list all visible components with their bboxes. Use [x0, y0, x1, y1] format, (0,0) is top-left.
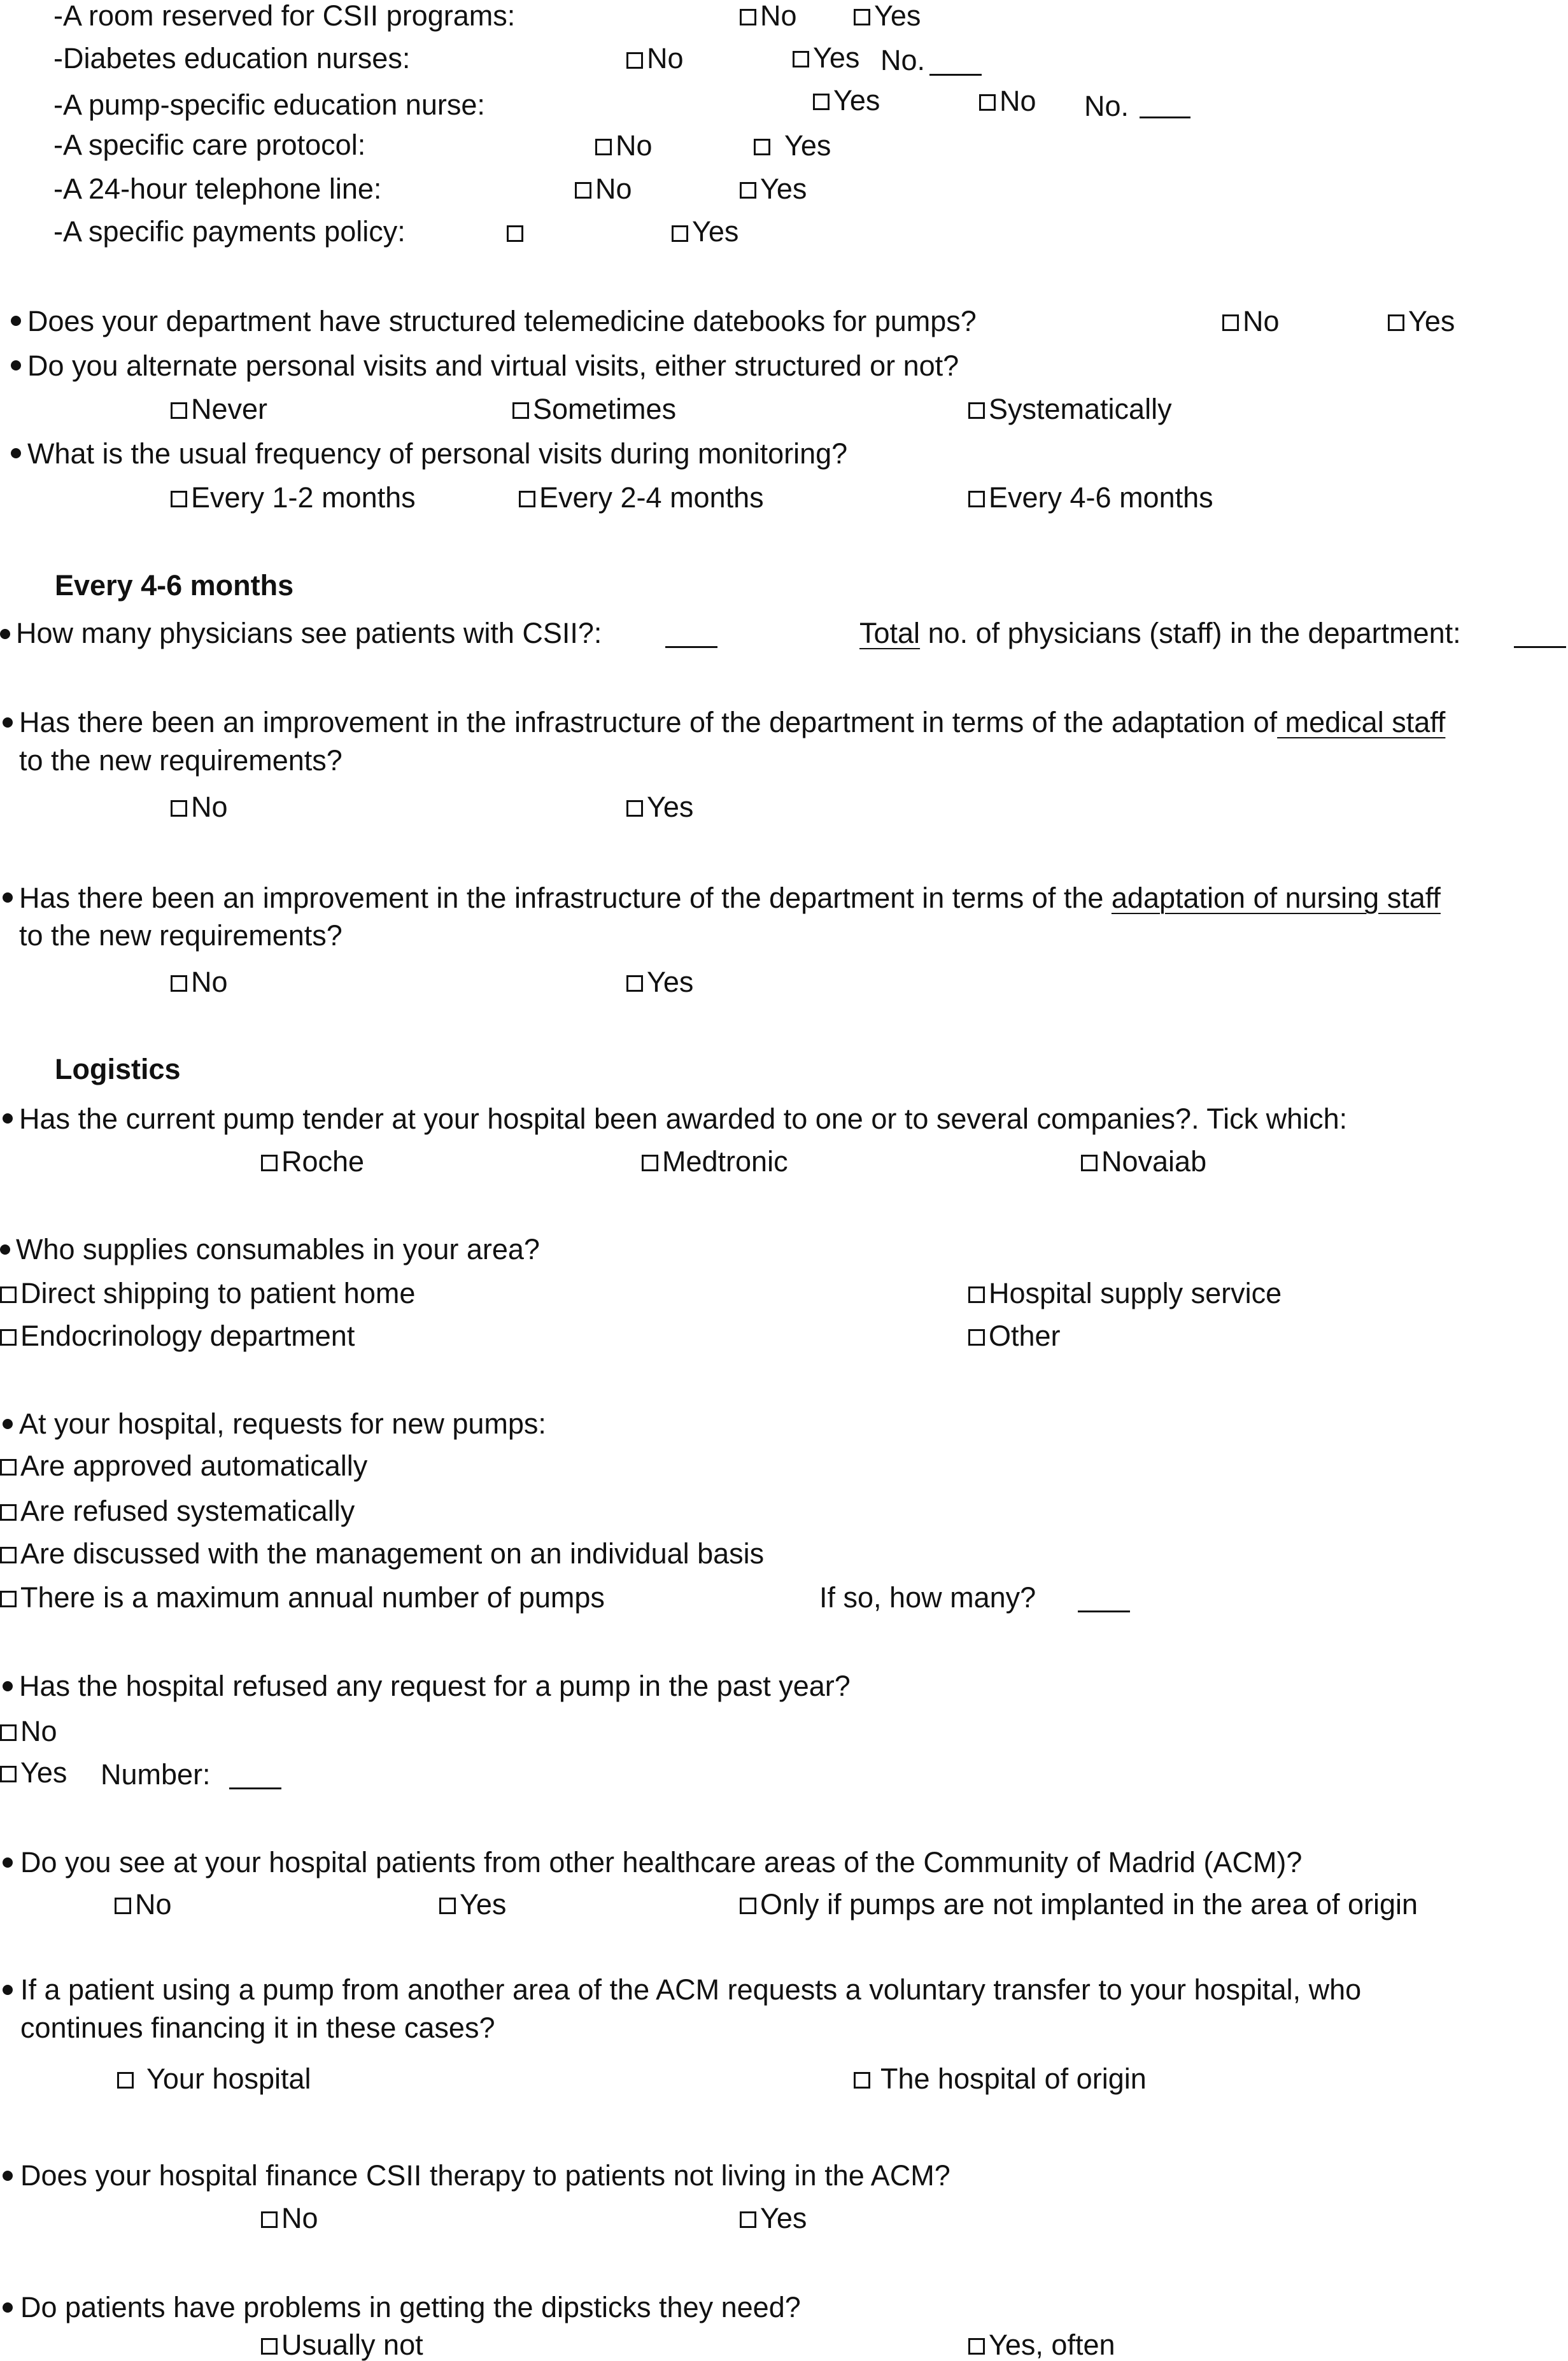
checkbox-payments-policy-yes[interactable]	[672, 225, 688, 242]
option-frequency-4-6: Every 4-6 months	[989, 481, 1213, 514]
pump-tender-question: Has the current pump tender at your hospital been awarded to one or to several companies?. Tick which:	[19, 1103, 1348, 1135]
resource-phone-line-label: -A 24-hour telephone line:	[53, 173, 382, 205]
transfer-line1: If a patient using a pump from another area of the ACM requests a voluntary transfer to your hospital, who	[20, 1973, 1362, 2006]
bullet	[3, 717, 13, 728]
option-payments-policy-yes: Yes	[692, 215, 739, 248]
checkbox-dipsticks-usually-not[interactable]	[261, 2338, 278, 2355]
diabetes-nurses-count-blank[interactable]	[929, 74, 982, 76]
refused-number-label: Number:	[101, 1758, 211, 1791]
option-dipsticks-often: Yes, often	[989, 2329, 1115, 2361]
checkbox-care-protocol-yes[interactable]	[754, 139, 770, 155]
diabetes-nurses-count-label: No.	[880, 44, 926, 76]
checkbox-telemedicine-no[interactable]	[1222, 314, 1239, 331]
option-phone-line-yes: Yes	[760, 173, 807, 205]
bullet	[0, 629, 10, 639]
checkbox-pumps-refused[interactable]	[0, 1504, 17, 1521]
checkbox-telemedicine-yes[interactable]	[1388, 314, 1404, 331]
option-medical-staff-yes: Yes	[647, 791, 694, 823]
checkbox-frequency-2-4[interactable]	[519, 491, 535, 507]
pump-nurse-count-label: No.	[1084, 90, 1129, 122]
checkbox-tender-medtronic[interactable]	[642, 1155, 658, 1171]
resource-pump-nurse-label: -A pump-specific education nurse:	[53, 88, 485, 121]
nursing-staff-line2: to the new requirements?	[19, 919, 343, 952]
checkbox-nursing-staff-yes[interactable]	[626, 975, 643, 992]
checkbox-refused-no[interactable]	[0, 1724, 17, 1741]
checkbox-other-areas-only-if[interactable]	[740, 1898, 756, 1914]
physicians-total-rest: no. of physicians (staff) in the department:	[920, 617, 1461, 649]
option-diabetes-nurses-yes: Yes	[813, 41, 860, 74]
option-care-protocol-no: No	[616, 129, 653, 162]
checkbox-room-yes[interactable]	[854, 9, 870, 25]
resource-room-label: -A room reserved for CSII programs:	[53, 0, 516, 32]
option-refused-no: No	[20, 1715, 57, 1747]
option-nursing-staff-yes: Yes	[647, 966, 694, 998]
physicians-question: How many physicians see patients with CSII?:	[16, 617, 602, 649]
checkbox-phone-line-yes[interactable]	[740, 182, 756, 199]
checkbox-refused-yes[interactable]	[0, 1766, 17, 1782]
checkbox-transfer-origin[interactable]	[854, 2072, 870, 2089]
option-consumables-other: Other	[989, 1320, 1061, 1352]
option-dipsticks-usually-not: Usually not	[281, 2329, 423, 2361]
nursing-staff-underlined: adaptation of nursing staff	[1111, 882, 1441, 914]
bullet	[3, 1113, 13, 1124]
alternate-visits-question: Do you alternate personal visits and virtual visits, either structured or not?	[27, 349, 959, 382]
option-room-yes: Yes	[874, 0, 921, 32]
refused-question: Has the hospital refused any request for a pump in the past year?	[19, 1670, 851, 1702]
option-phone-line-no: No	[595, 173, 632, 205]
bullet	[3, 1681, 13, 1691]
bullet	[3, 2302, 13, 2313]
option-visits-never: Never	[191, 393, 268, 425]
medical-staff-line1	[19, 708, 1445, 736]
checkbox-other-areas-no[interactable]	[115, 1898, 131, 1914]
dipsticks-question: Do patients have problems in getting the dipsticks they need?	[20, 2291, 801, 2323]
non-acm-question: Does your hospital finance CSII therapy to patients not living in the ACM?	[20, 2159, 950, 2192]
checkbox-medical-staff-no[interactable]	[171, 800, 187, 817]
checkbox-transfer-your-hospital[interactable]	[117, 2072, 134, 2089]
option-other-areas-no: No	[135, 1888, 172, 1921]
bullet	[0, 1244, 10, 1255]
option-telemedicine-no: No	[1243, 305, 1280, 337]
section-heading-logistics: Logistics	[55, 1053, 181, 1085]
option-consumables-hospital: Hospital supply service	[989, 1277, 1282, 1309]
checkbox-frequency-4-6[interactable]	[968, 491, 985, 507]
visit-frequency-question: What is the usual frequency of personal visits during monitoring?	[27, 437, 848, 470]
checkbox-diabetes-nurses-yes[interactable]	[793, 51, 809, 67]
option-tender-medtronic: Medtronic	[662, 1145, 788, 1178]
checkbox-consumables-other[interactable]	[968, 1329, 985, 1346]
checkbox-other-areas-yes[interactable]	[439, 1898, 456, 1914]
checkbox-nursing-staff-no[interactable]	[171, 975, 187, 992]
option-pumps-refused: Are refused systematically	[20, 1495, 355, 1527]
physicians-count-blank[interactable]	[665, 646, 717, 648]
physicians-total-text	[859, 619, 1461, 647]
medical-staff-line2: to the new requirements?	[19, 744, 343, 777]
pumps-how-many-label: If so, how many?	[819, 1581, 1036, 1614]
transfer-line2: continues financing it in these cases?	[20, 2012, 495, 2044]
checkbox-pump-nurse-no[interactable]	[979, 94, 996, 111]
option-other-areas-yes: Yes	[460, 1888, 507, 1921]
checkbox-phone-line-no[interactable]	[575, 182, 591, 199]
bullet	[3, 892, 13, 903]
section-heading-staff: Every 4-6 months	[55, 569, 294, 602]
checkbox-frequency-1-2[interactable]	[171, 491, 187, 507]
checkbox-pumps-approved[interactable]	[0, 1459, 17, 1476]
option-other-areas-only-if: Only if pumps are not implanted in the area of origin	[760, 1888, 1418, 1921]
checkbox-dipsticks-often[interactable]	[968, 2338, 985, 2355]
option-telemedicine-yes: Yes	[1408, 305, 1455, 337]
option-transfer-origin: The hospital of origin	[880, 2062, 1147, 2095]
checkbox-payments-policy-blank[interactable]	[507, 225, 523, 242]
new-pumps-question: At your hospital, requests for new pumps:	[19, 1407, 546, 1440]
checkbox-diabetes-nurses-no[interactable]	[626, 52, 643, 69]
option-frequency-2-4: Every 2-4 months	[539, 481, 764, 514]
checkbox-visits-never[interactable]	[171, 402, 187, 419]
checkbox-medical-staff-yes[interactable]	[626, 800, 643, 817]
option-diabetes-nurses-no: No	[647, 42, 684, 74]
checkbox-consumables-hospital[interactable]	[968, 1286, 985, 1303]
option-room-no: No	[760, 0, 797, 32]
other-areas-question: Do you see at your hospital patients from other healthcare areas of the Community of Madrid (ACM)?	[20, 1846, 1303, 1878]
option-non-acm-no: No	[281, 2202, 318, 2234]
option-medical-staff-no: No	[191, 791, 228, 823]
nursing-staff-text: Has there been an improvement in the infrastructure of the department in terms of the	[19, 882, 1112, 914]
option-transfer-your-hospital: Your hospital	[146, 2062, 311, 2095]
pumps-how-many-blank[interactable]	[1078, 1610, 1130, 1612]
bullet	[11, 360, 21, 370]
option-nursing-staff-no: No	[191, 966, 228, 998]
checkbox-non-acm-no[interactable]	[261, 2211, 278, 2228]
option-care-protocol-yes: Yes	[784, 129, 831, 162]
bullet	[11, 316, 21, 326]
staff-count-blank[interactable]	[1514, 646, 1566, 648]
checkbox-non-acm-yes[interactable]	[740, 2211, 756, 2228]
physicians-total-word: Total	[859, 617, 921, 649]
checkbox-consumables-home[interactable]	[0, 1286, 17, 1303]
option-tender-roche: Roche	[281, 1145, 365, 1178]
bullet	[3, 2171, 13, 2181]
bullet	[3, 1857, 13, 1868]
checkbox-consumables-endocrinology[interactable]	[0, 1329, 17, 1346]
option-frequency-1-2: Every 1-2 months	[191, 481, 416, 514]
consumables-question: Who supplies consumables in your area?	[16, 1233, 540, 1265]
medical-staff-underlined: medical staff	[1277, 706, 1446, 738]
option-pump-nurse-no: No	[999, 85, 1036, 117]
option-visits-sometimes: Sometimes	[533, 393, 677, 425]
bullet	[3, 1419, 13, 1429]
option-pumps-approved: Are approved automatically	[20, 1449, 368, 1482]
checkbox-visits-systematically[interactable]	[968, 402, 985, 419]
nursing-staff-line1	[19, 884, 1441, 912]
checkbox-tender-roche[interactable]	[261, 1155, 278, 1171]
bullet	[3, 1985, 13, 1995]
option-pumps-maximum: There is a maximum annual number of pumps	[20, 1581, 605, 1614]
bullet	[11, 448, 21, 458]
pump-nurse-count-blank[interactable]	[1140, 116, 1190, 118]
option-tender-novaiab: Novaiab	[1101, 1145, 1207, 1178]
option-pumps-discussed: Are discussed with the management on an individual basis	[20, 1537, 765, 1570]
option-consumables-endocrinology: Endocrinology department	[20, 1320, 355, 1352]
checkbox-care-protocol-no[interactable]	[595, 139, 612, 155]
checkbox-pumps-discussed[interactable]	[0, 1547, 17, 1563]
resource-care-protocol-label: -A specific care protocol:	[53, 129, 366, 161]
option-refused-yes: Yes	[20, 1756, 67, 1789]
option-visits-systematically: Systematically	[989, 393, 1172, 425]
medical-staff-text: Has there been an improvement in the infrastructure of the department in terms of the adaptation of	[19, 706, 1278, 738]
checkbox-tender-novaiab[interactable]	[1081, 1155, 1098, 1171]
option-pump-nurse-yes: Yes	[833, 84, 880, 116]
checkbox-visits-sometimes[interactable]	[512, 402, 529, 419]
resource-diabetes-nurses-label: -Diabetes education nurses:	[53, 42, 411, 74]
option-consumables-home: Direct shipping to patient home	[20, 1277, 416, 1309]
checkbox-pump-nurse-yes[interactable]	[813, 94, 830, 110]
checkbox-room-no[interactable]	[740, 9, 756, 25]
option-non-acm-yes: Yes	[760, 2202, 807, 2234]
telemedicine-question: Does your department have structured telemedicine datebooks for pumps?	[27, 305, 977, 337]
refused-number-blank[interactable]	[229, 1787, 281, 1789]
resource-payments-policy-label: -A specific payments policy:	[53, 215, 406, 248]
checkbox-pumps-maximum[interactable]	[0, 1591, 17, 1607]
